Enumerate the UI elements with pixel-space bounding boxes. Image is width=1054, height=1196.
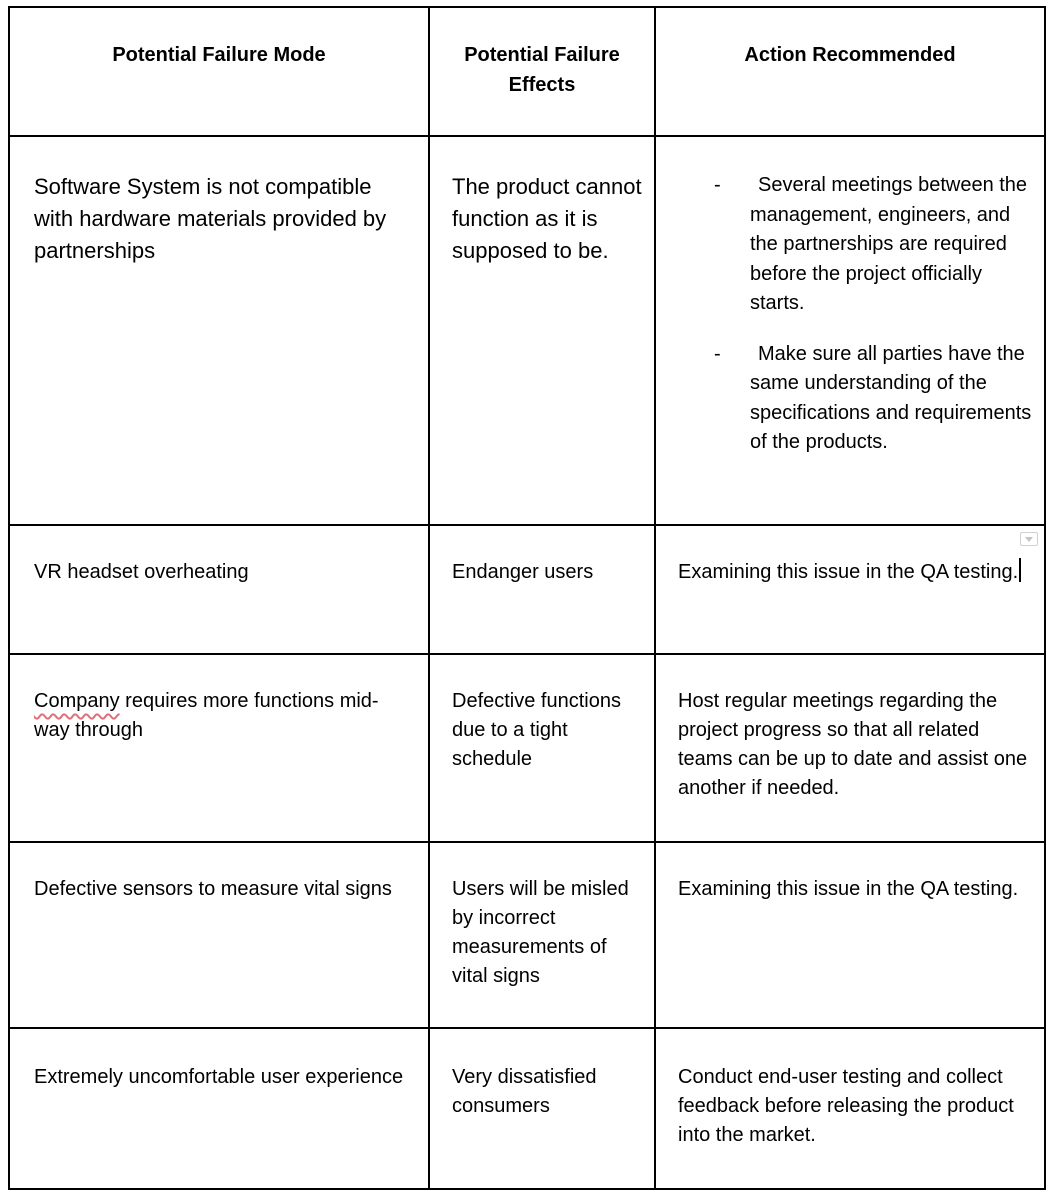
action-list — [678, 171, 1034, 458]
cell-failure-effects[interactable]: Very dissatisfied consumers — [429, 1028, 655, 1189]
cell-action-recommended[interactable]: Examining this issue in the QA testing. — [655, 842, 1045, 1028]
table-row — [9, 525, 1045, 654]
cell-action-recommended[interactable]: Conduct end-user testing and collect feedback before releasing the product into the market. — [655, 1028, 1045, 1189]
dropdown-arrow-icon[interactable] — [1020, 532, 1038, 546]
cell-failure-mode[interactable]: Defective sensors to measure vital signs — [9, 842, 429, 1028]
cell-action-recommended[interactable] — [655, 525, 1045, 654]
header-action-recommended[interactable]: Action Recommended — [655, 7, 1045, 136]
text-cursor — [1019, 558, 1021, 582]
cell-failure-mode[interactable]: VR headset overheating — [9, 525, 429, 654]
list-item — [678, 171, 1034, 319]
cell-action-recommended[interactable]: Host regular meetings regarding the project progress so that all related teams can be up to date and assist one another if needed. — [655, 654, 1045, 842]
list-dash: - — [714, 342, 721, 365]
table-row — [9, 1028, 1045, 1189]
list-item-text: Make sure all parties have the same understanding of the specifications and requirements of the products. — [750, 342, 1032, 453]
list-item — [678, 340, 1034, 458]
spellcheck-word[interactable]: Company — [34, 690, 120, 712]
table-row — [9, 654, 1045, 842]
cell-failure-mode[interactable] — [9, 654, 429, 842]
cell-failure-effects[interactable]: Endanger users — [429, 525, 655, 654]
cell-failure-effects[interactable]: Defective functions due to a tight schedule — [429, 654, 655, 842]
cell-failure-mode[interactable]: Software System is not compatible with hardware materials provided by partnerships — [9, 136, 429, 525]
cell-text: requires more functions mid-way through — [34, 690, 379, 741]
table-row — [9, 842, 1045, 1028]
cell-action-recommended[interactable] — [655, 136, 1045, 525]
list-item-text: Several meetings between the management, engineers, and the partnerships are required before the project officially starts. — [750, 174, 1028, 314]
cell-failure-effects[interactable]: Users will be misled by incorrect measurements of vital signs — [429, 842, 655, 1028]
fmea-table — [8, 6, 1046, 1190]
header-failure-effects[interactable]: Potential Failure Effects — [429, 7, 655, 136]
list-dash: - — [714, 174, 721, 196]
cell-failure-mode[interactable]: Extremely uncomfortable user experience — [9, 1028, 429, 1189]
table-row — [9, 136, 1045, 525]
cell-failure-effects[interactable]: The product cannot function as it is supposed to be. — [429, 136, 655, 525]
table-header-row — [9, 7, 1045, 136]
header-failure-mode[interactable]: Potential Failure Mode — [9, 7, 429, 136]
cell-text: Examining this issue in the QA testing. — [678, 561, 1019, 583]
